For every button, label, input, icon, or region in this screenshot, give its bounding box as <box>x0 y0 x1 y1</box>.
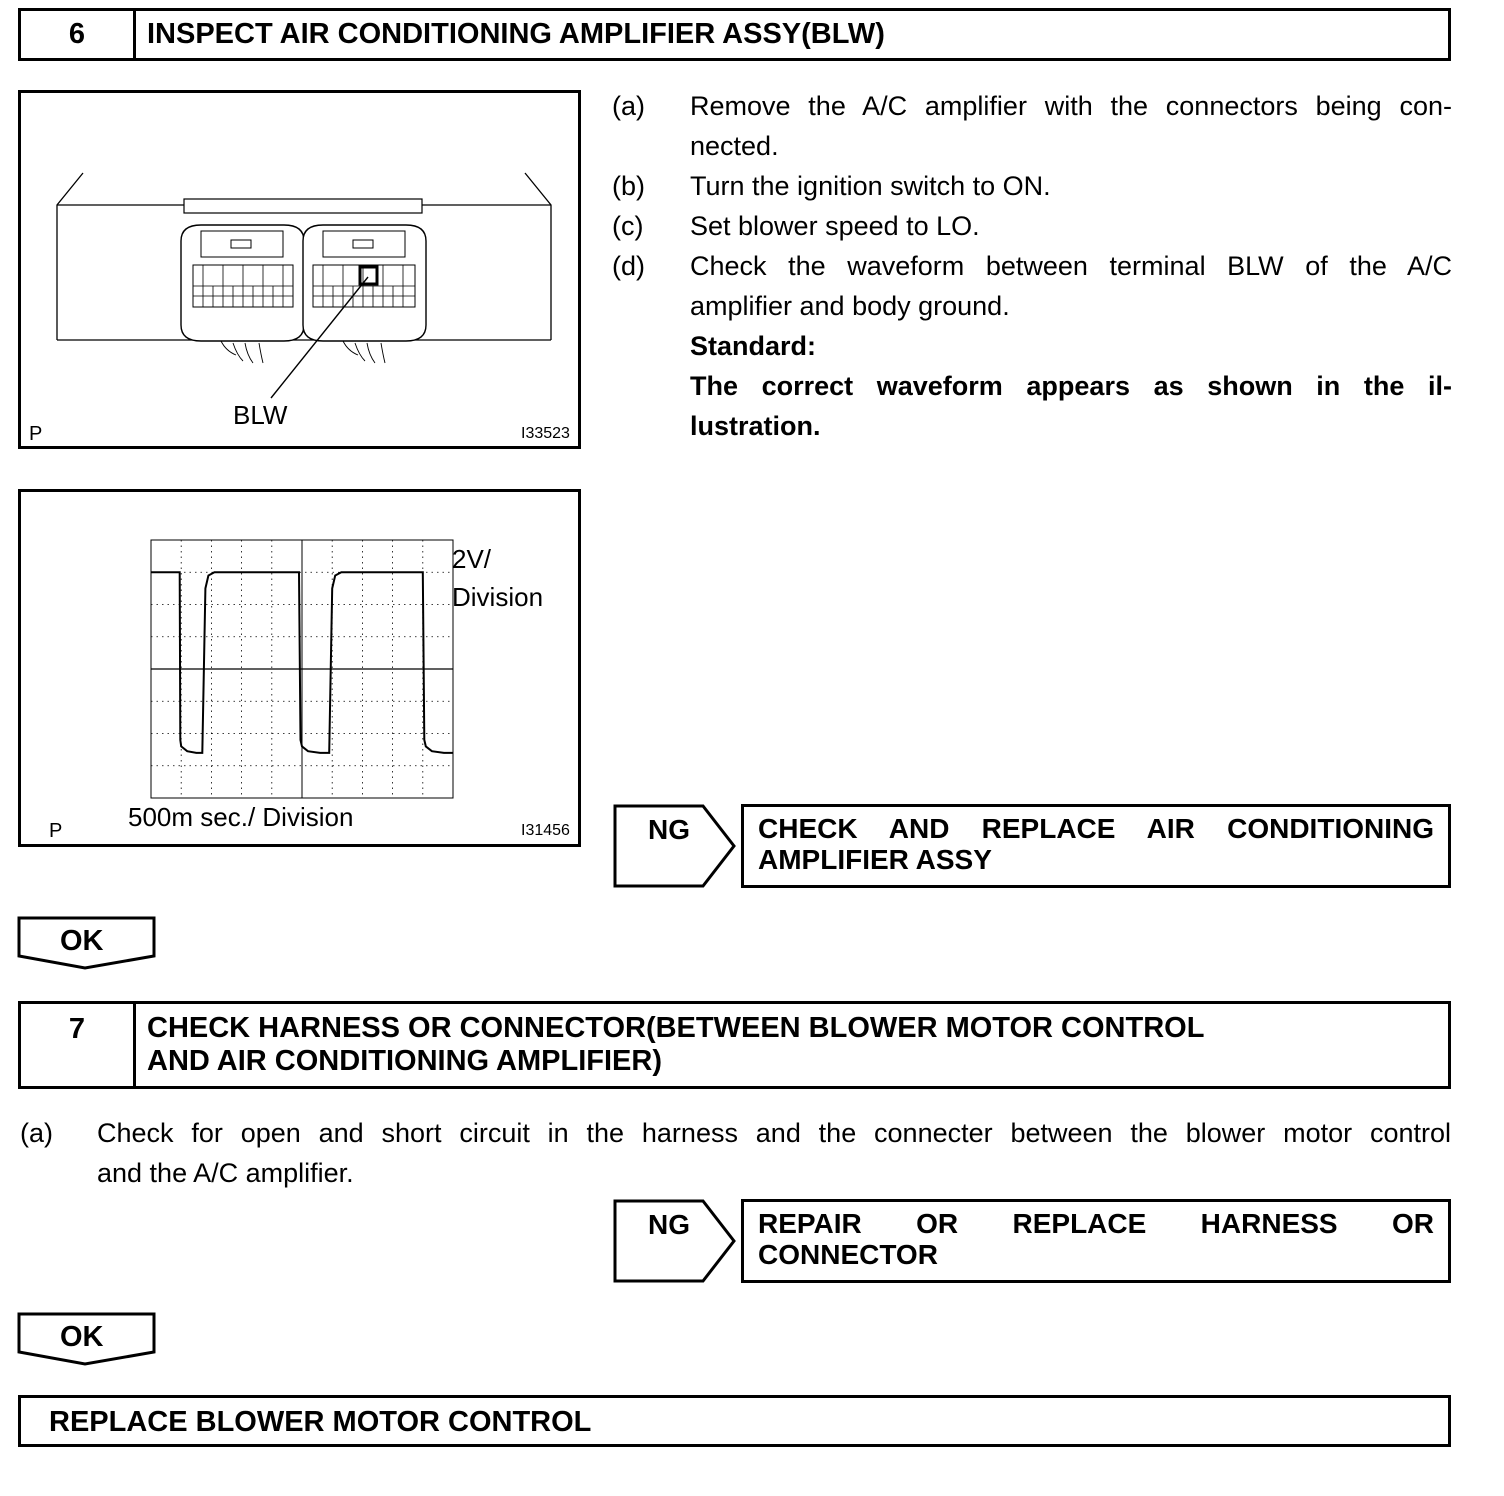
standard-label: Standard: <box>690 331 817 361</box>
instruction-text-c1: Set blower speed to LO. <box>690 211 980 241</box>
step6-ng-result-line1: CHECK AND REPLACE AIR CONDITIONING <box>758 813 1434 844</box>
figure1-corner-label: P <box>29 423 43 445</box>
final-step-title: REPLACE BLOWER MOTOR CONTROL <box>49 1406 592 1438</box>
instruction-text-a1: Remove the A/C amplifier with the connectors being con- <box>690 91 1452 121</box>
figure2-id: I31456 <box>521 822 570 839</box>
step7-title-line1: CHECK HARNESS OR CONNECTOR(BETWEEN BLOWER MOTOR CONTROL <box>147 1012 1205 1044</box>
step7-instruction-line1: Check for open and short circuit in the harness and the connecter between the blower motor control <box>97 1118 1451 1148</box>
step6-ok-label: OK <box>60 925 104 957</box>
amplifier-housing-right <box>525 173 551 340</box>
standard-text-2: lustration. <box>690 411 821 441</box>
step6-ng-result-line2: AMPLIFIER ASSY <box>758 844 992 875</box>
step7-number: 7 <box>21 1004 136 1086</box>
connector-left <box>181 225 304 363</box>
blw-terminal-label: BLW <box>233 400 288 430</box>
instruction-text-b1: Turn the ignition switch to ON. <box>690 171 1051 201</box>
step6-title: INSPECT AIR CONDITIONING AMPLIFIER ASSY(BLW) <box>147 18 885 50</box>
step7-ng-result-line1: REPAIR OR REPLACE HARNESS OR <box>758 1208 1434 1239</box>
instruction-label-d: (d) <box>612 251 645 281</box>
figure-connector <box>18 90 581 449</box>
connector-right <box>303 225 426 363</box>
instruction-label-b: (b) <box>612 171 645 201</box>
figure1-id: I33523 <box>521 425 570 442</box>
step7-ng-result-line2: CONNECTOR <box>758 1239 938 1270</box>
final-step-box <box>18 1395 1451 1447</box>
figure2-corner-label: P <box>49 820 63 842</box>
instruction-label-c: (c) <box>612 211 644 241</box>
standard-text-1: The correct waveform appears as shown in the il- <box>690 371 1452 401</box>
figure-waveform <box>18 489 581 847</box>
volt-division-label-2: Division <box>452 582 544 612</box>
time-division-label: 500m sec./ Division <box>128 802 354 832</box>
step7-header <box>18 1001 1451 1089</box>
volt-division-label-1: 2V/ <box>452 544 492 574</box>
step7-ng-result <box>741 1199 1451 1283</box>
step7-title-line2: AND AIR CONDITIONING AMPLIFIER) <box>147 1045 662 1077</box>
connector-illustration <box>21 93 578 446</box>
step7-ok-label: OK <box>60 1321 104 1353</box>
instruction-text-a2: nected. <box>690 131 779 161</box>
waveform-chart <box>21 492 578 844</box>
step6-ng-label: NG <box>648 814 690 845</box>
instruction-text-d2: amplifier and body ground. <box>690 291 1010 321</box>
amplifier-housing-left <box>57 173 83 340</box>
instruction-label-a: (a) <box>612 91 645 121</box>
step7-ng-label: NG <box>648 1209 690 1240</box>
connector-panel <box>184 199 422 213</box>
step7-instruction-label: (a) <box>20 1118 53 1148</box>
step7-instruction-line2: and the A/C amplifier. <box>97 1158 354 1188</box>
instruction-text-d1: Check the waveform between terminal BLW of the A/C <box>690 251 1452 281</box>
step6-ng-result <box>741 804 1451 888</box>
step6-number: 6 <box>21 11 136 58</box>
step6-header <box>18 8 1451 61</box>
